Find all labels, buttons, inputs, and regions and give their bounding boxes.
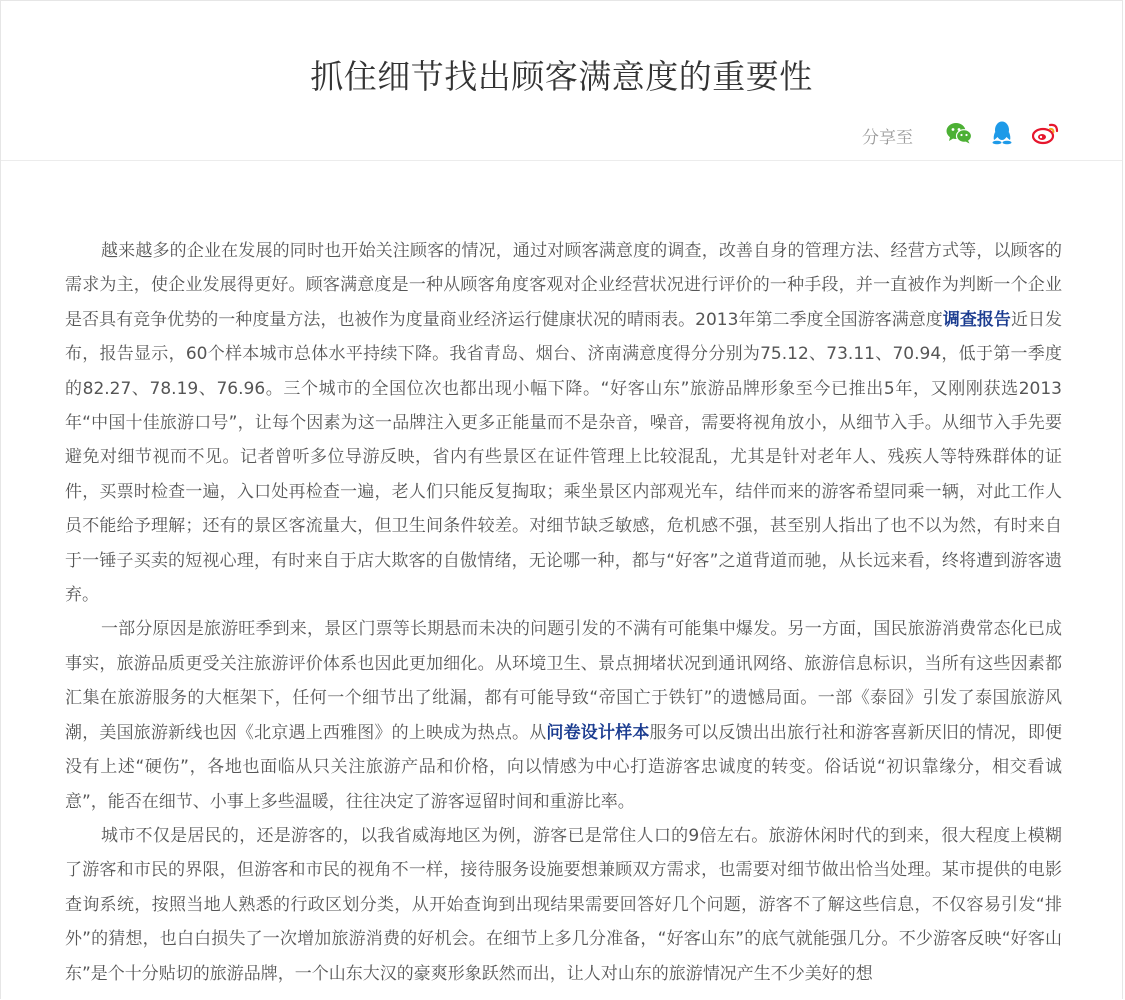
paragraph-text: 近日发布，报告显示，60个样本城市总体水平持续下降。我省青岛、烟台、济南满意度得分分别为75.12、73.11、70.94，低于第一季度的82.27、78.19、76.96。三个城市的全国位次也都出现小幅下降。“好客山东”旅游品牌形象至今已推出5年，又刚刚获选2013年“中国十佳旅游口号”，让每个因素为这一品牌注入更多正能量而不是杂音，噪音，需要将视角放小，从细节入手。从细节入手先要避免对细节视而不见。记者曾听多位导游反映，省内有些景区在证件管理上比较混乱，尤其是针对老年人、残疾人等特殊群体的证件，买票时检查一遍，入口处再检查一遍，老人们只能反复掏取；乘坐景区内部观光车，结伴而来的游客希望同乘一辆，对此工作人员不能给予理解；还有的景区客流量大，但卫生间条件较差。对细节缺乏敏感，危机感不强，甚至别人指出了也不以为然，有时来自于一锤子买卖的短视心理，有时来自于店大欺客的自傲情绪，无论哪一种，都与“好客”之道背道而驰，从长远来看，终将遭到游客遗弃。 <box>65 309 1062 606</box>
paragraph-text: 城市不仅是居民的，还是游客的，以我省威海地区为例，游客已是常住人口的9倍左右。旅游休闲时代的到来，很大程度上模糊了游客和市民的界限，但游客和市民的视角不一样，接待服务设施要想兼顾双方需求，也需要对细节做出恰当处理。某市提供的电影查询系统，按照当地人熟悉的行政区划分类，从开始查询到出现结果需要回答好几个问题，游客不了解这些信息，不仅容易引发“排外”的猜想，也白白损失了一次增加旅游消费的好机会。在细节上多几分准备，“好客山东”的底气就能强几分。不少游客反映“好客山东”是个十分贴切的旅游品牌，一个山东大汉的豪爽形象跃然而出，让人对山东的旅游情况产生不少美好的想 <box>65 825 1062 984</box>
article-paragraph <box>65 612 1062 818</box>
qq-icon[interactable] <box>991 121 1013 149</box>
share-bar <box>862 121 1060 149</box>
questionnaire-sample-link[interactable]: 问卷设计样本 <box>546 722 650 743</box>
wechat-icon[interactable] <box>946 122 972 148</box>
article-paragraph <box>65 234 1062 612</box>
paragraph-text: 一部分原因是旅游旺季到来，景区门票等长期悬而未决的问题引发的不满有可能集中爆发。另一方面，国民旅游消费常态化已成事实，旅游品质更受关注旅游评价体系也因此更加细化。从环境卫生、景点拥堵状况到通讯网络、旅游信息标识，当所有这些因素都汇集在旅游服务的大框架下，任何一个细节出了纰漏，都有可能导致“帝国亡于铁钉”的遗憾局面。一部《泰囧》引发了泰国旅游风潮，美国旅游新线也因《北京遇上西雅图》的上映成为热点。从 <box>65 619 1062 743</box>
share-label: 分享至 <box>862 127 913 148</box>
article-paragraph <box>65 819 1062 991</box>
paragraph-text: 服务可以反馈出出旅行社和游客喜新厌旧的情况，即便没有上述“硬伤”，各地也面临从只关注旅游产品和价格，向以情感为中心打造游客忠诚度的转变。俗话说“初识靠缘分，相交看诚意”，能否在细节、小事上多些温暖，往往决定了游客逗留时间和重游比率。 <box>65 722 1063 812</box>
article-header <box>1 1 1122 161</box>
article-title: 抓住细节找出顾客满意度的重要性 <box>310 57 813 96</box>
weibo-icon[interactable] <box>1032 121 1060 149</box>
paragraph-text: 越来越多的企业在发展的同时也开始关注顾客的情况，通过对顾客满意度的调查，改善自身的管理方法、经营方式等，以顾客的需求为主，使企业发展得更好。顾客满意度是一种从顾客角度客观对企业经营状况进行评价的一种手段，并一直被作为判断一个企业是否具有竞争优势的一种度量方法，也被作为度量商业经济运行健康状况的晴雨表。2013年第二季度全国游客满意度 <box>65 241 1062 330</box>
article-body <box>65 234 1062 991</box>
survey-report-link[interactable]: 调查报告 <box>942 309 1011 330</box>
